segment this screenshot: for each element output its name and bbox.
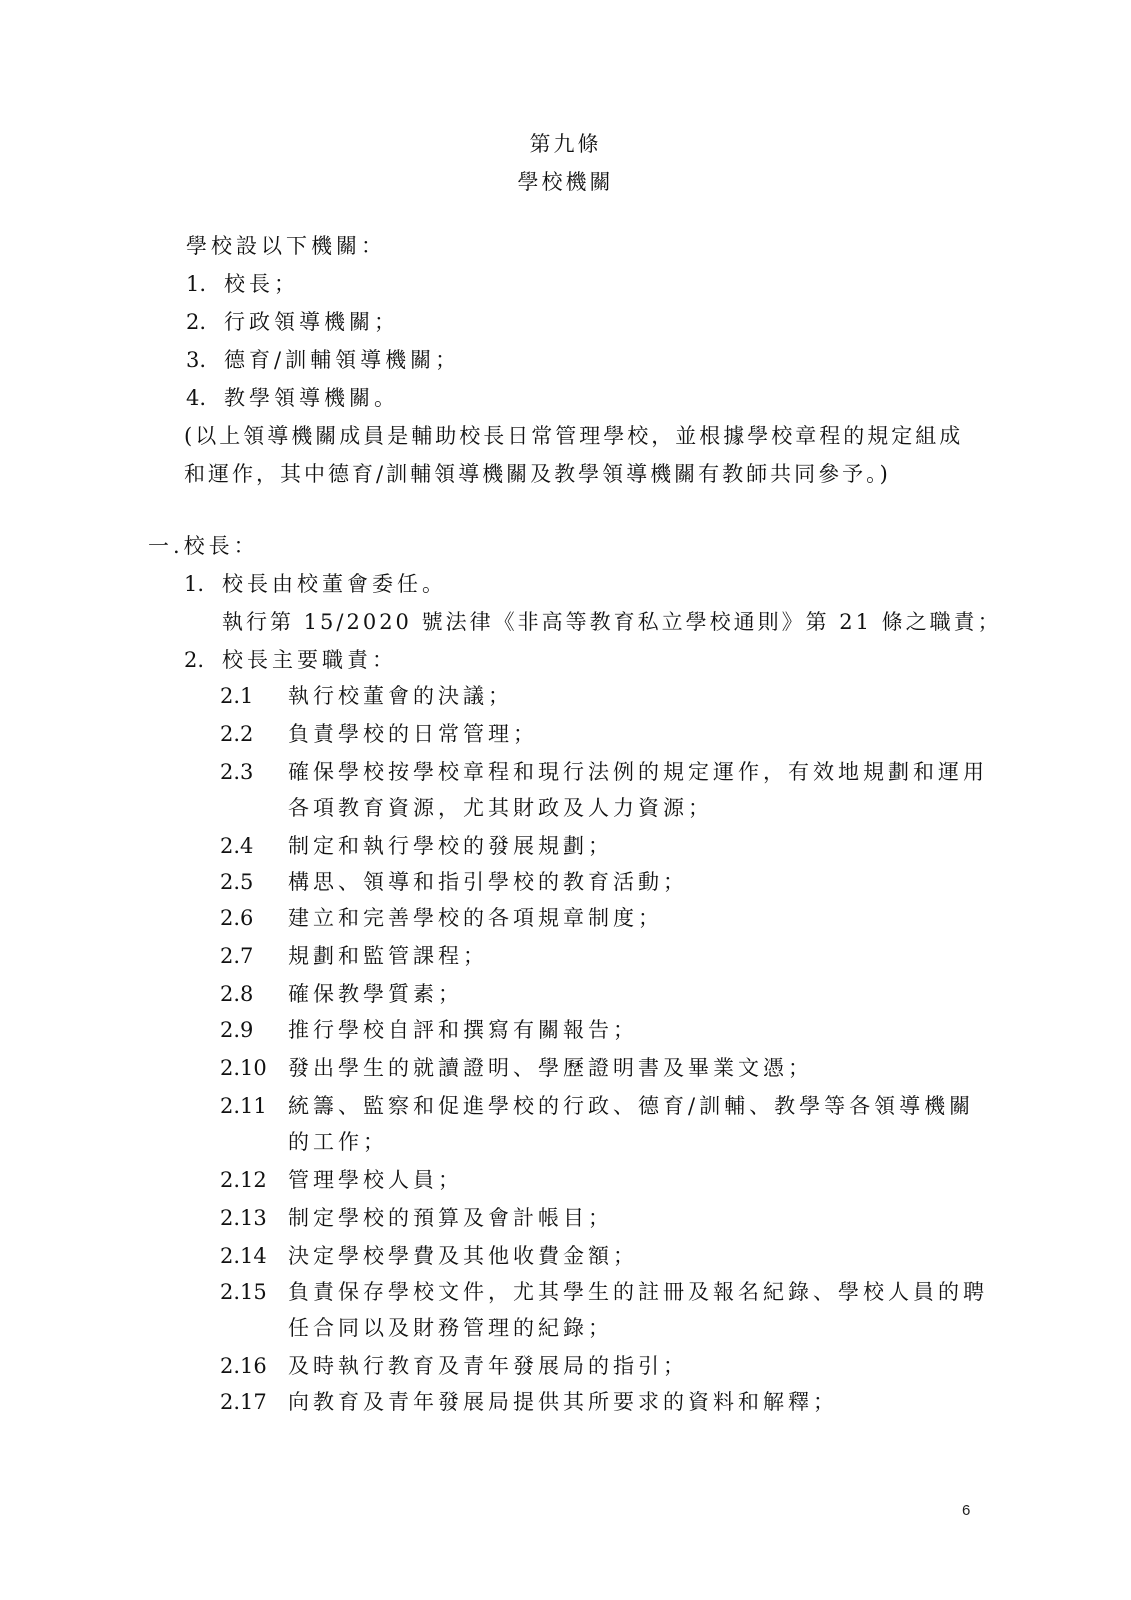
list-item-text: 校長； (224, 272, 299, 296)
duty-number: 2.5 (220, 870, 254, 894)
duty-continuation: 各項教育資源，尤其財政及人力資源； (288, 796, 713, 820)
duty-item (220, 1388, 838, 1416)
list-item (186, 346, 460, 374)
list-item-number: 2. (184, 648, 205, 672)
duty-item (220, 682, 513, 710)
duty-number: 2.10 (220, 1056, 267, 1080)
duty-text: 制定學校的預算及會計帳目； (288, 1206, 613, 1230)
article-title: 學校機關 (517, 170, 614, 194)
list-item-text: 行政領導機關； (224, 310, 399, 334)
list-item (186, 308, 399, 336)
duty-number: 2.4 (220, 834, 254, 858)
duty-number: 2.12 (220, 1168, 267, 1192)
duty-text: 管理學校人員； (288, 1168, 463, 1192)
duty-number: 2.8 (220, 982, 254, 1006)
duty-number: 2.2 (220, 722, 254, 746)
duty-text: 發出學生的就讀證明、學歷證明書及畢業文憑； (288, 1056, 813, 1080)
duty-item (220, 1278, 988, 1306)
duty-text: 確保教學質素； (288, 982, 463, 1006)
list-item-continuation: 執行第 15/2020 號法律《非高等教育私立學校通則》第 21 條之職責； (222, 610, 1002, 634)
duty-text: 推行學校自評和撰寫有關報告； (288, 1018, 638, 1042)
duty-item (220, 904, 663, 932)
duty-text: 負責保存學校文件，尤其學生的註冊及報名紀錄、學校人員的聘 (288, 1280, 988, 1304)
duty-number: 2.9 (220, 1018, 254, 1042)
list-item (184, 570, 447, 598)
list-item-number: 1. (184, 572, 205, 596)
duty-item (220, 758, 988, 786)
duty-text: 統籌、監察和促進學校的行政、德育/訓輔、教學等各領導機關 (288, 1094, 975, 1118)
intro-lead: 學校設以下機關： (186, 234, 386, 258)
list-item-number: 3. (186, 348, 207, 372)
duty-item (220, 1352, 688, 1380)
duty-text: 及時執行教育及青年發展局的指引； (288, 1354, 688, 1378)
duty-item (220, 980, 463, 1008)
list-item (186, 384, 399, 412)
duty-continuation: 的工作； (288, 1130, 388, 1154)
list-item-text: 校長由校董會委任。 (222, 572, 447, 596)
duty-number: 2.1 (220, 684, 254, 708)
list-item-text: 教學領導機關。 (224, 386, 399, 410)
duty-text: 向教育及青年發展局提供其所要求的資料和解釋； (288, 1390, 838, 1414)
duty-number: 2.17 (220, 1390, 267, 1414)
duty-text: 建立和完善學校的各項規章制度； (288, 906, 663, 930)
duty-number: 2.14 (220, 1244, 267, 1268)
duty-text: 決定學校學費及其他收費金額； (288, 1244, 638, 1268)
duty-item (220, 832, 613, 860)
article-number: 第九條 (529, 132, 602, 156)
list-item-number: 1. (186, 272, 207, 296)
duty-text: 制定和執行學校的發展規劃； (288, 834, 613, 858)
page-number: 6 (962, 1502, 971, 1519)
duty-number: 2.6 (220, 906, 254, 930)
duty-item (220, 1242, 638, 1270)
duty-item (220, 868, 688, 896)
section-heading: 一.校長： (148, 534, 259, 558)
list-item-number: 4. (186, 386, 207, 410)
duty-text: 負責學校的日常管理； (288, 722, 538, 746)
duty-text: 規劃和監管課程； (288, 944, 488, 968)
duty-item (220, 720, 538, 748)
duty-number: 2.7 (220, 944, 254, 968)
duty-item (220, 1054, 813, 1082)
duty-item (220, 1092, 974, 1120)
duty-item (220, 1166, 463, 1194)
duty-item (220, 1016, 638, 1044)
duty-number: 2.15 (220, 1280, 267, 1304)
list-item-text: 校長主要職責： (222, 648, 397, 672)
list-item-number: 2. (186, 310, 207, 334)
duty-continuation: 任合同以及財務管理的紀錄； (288, 1316, 613, 1340)
duty-number: 2.16 (220, 1354, 267, 1378)
intro-note-line-2: 和運作，其中德育/訓輔領導機關及教學領導機關有教師共同參予。) (184, 462, 891, 486)
list-item (184, 646, 397, 674)
duty-text: 執行校董會的決議； (288, 684, 513, 708)
duty-item (220, 942, 488, 970)
intro-note-line-1: (以上領導機關成員是輔助校長日常管理學校，並根據學校章程的規定組成 (184, 424, 964, 448)
duty-text: 構思、領導和指引學校的教育活動； (288, 870, 688, 894)
duty-text: 確保學校按學校章程和現行法例的規定運作，有效地規劃和運用 (288, 760, 988, 784)
duty-item (220, 1204, 613, 1232)
duty-number: 2.11 (220, 1094, 267, 1118)
list-item (186, 270, 299, 298)
duty-number: 2.13 (220, 1206, 267, 1230)
duty-number: 2.3 (220, 760, 254, 784)
list-item-text: 德育/訓輔領導機關； (224, 348, 461, 372)
